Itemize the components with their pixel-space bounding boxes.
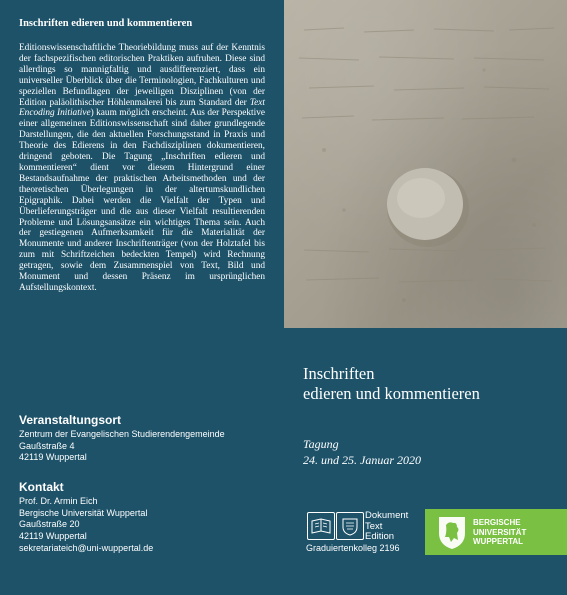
- venue-block: [19, 413, 269, 464]
- event-date: 24. und 25. Januar 2020: [303, 453, 421, 467]
- contact-title: Kontakt: [19, 480, 64, 494]
- intro-text-part2: ) kaum möglich erscheint. Aus der Perspektive einer allgemeinen Editionswissenschaft sind daher grundlegende Darstellungen, die den aktuellen Forschungsstand in Praxis und Theorie des Edierens in den Fachdisziplinen dokumentieren, dringend geboten. Die Tagung „Inschriften edieren und kommentieren“ dient vor diesem Hintergrund einer Bestandsaufnahme der praktischen Arbeitsmethoden und der theoretischen Überlegungen in der altertumskundlichen Epigraphik. Dabei werden die Vielfalt der Typen und Überlieferungsträger und die aus dieser Vielfalt resultierenden Probleme und Lösungsansätze ein wichtiges Thema sein. Auch der gestiegenen Aufmerksamkeit für die Materialität der Monumente und anderer Inschriftenträger (von der Holztafel bis zum mit Schriftzeichen bedeckten Tempel) wird Rechnung getragen, sowie dem Zusammenspiel von Text, Bild und Monument und dessen Präsenz im ursprünglichen Aufstellungskontext.: [19, 108, 265, 293]
- kolleg-caption: Graduiertenkolleg 2196: [306, 543, 400, 553]
- book-icon: [307, 512, 335, 540]
- kolleg-name-line: Dokument: [365, 510, 409, 521]
- contact-block: [19, 480, 269, 555]
- university-logo: [425, 509, 567, 555]
- crest-icon: [336, 512, 364, 540]
- university-name-line: BERGISCHE: [473, 518, 521, 527]
- contact-line: Bergische Universität Wuppertal: [19, 507, 148, 518]
- contact-line: Gaußstraße 20: [19, 519, 80, 530]
- contact-email-link[interactable]: sekretariateich@uni-wuppertal.de: [19, 542, 154, 553]
- lion-emblem-icon: [435, 513, 469, 551]
- contact-line: Prof. Dr. Armin Eich: [19, 496, 98, 506]
- venue-line: 42119 Wuppertal: [19, 452, 87, 463]
- venue-title: Veranstaltungsort: [19, 413, 122, 427]
- title-block: [303, 364, 553, 403]
- intro-text-italic: Text Encoding Initiative: [19, 97, 266, 119]
- kolleg-name-line: Edition: [365, 531, 395, 542]
- event-type: Tagung: [303, 437, 339, 451]
- kolleg-name: [365, 511, 408, 543]
- venue-line: Gaußstraße 4: [19, 440, 75, 451]
- page-title-line1: Inschriften: [303, 364, 375, 383]
- intro-text-part1: Editionswissenschaftliche Theoriebildung muss auf der Kenntnis der fachspezifischen editorischen Praktiken aufruhen. Diese sind allerdings so mannigfaltig und ausdifferenziert, dass ein universeller Überblick über die Terminologien, Fachkulturen und speziellen Befundlagen der jeweiligen Disziplinen (von der Edition paläolithischer Höhlenmalerei bis zum Standard der: [19, 43, 265, 108]
- intro-heading: Inschriften edieren und kommentieren: [19, 18, 193, 29]
- university-name-line: UNIVERSITÄT: [473, 527, 527, 537]
- contact-line: 42119 Wuppertal: [19, 531, 87, 542]
- university-name-line: WUPPERTAL: [473, 537, 524, 546]
- intro-column: [19, 18, 265, 294]
- graduiertenkolleg-logo: [305, 509, 419, 555]
- intro-paragraph: [19, 43, 265, 294]
- event-block: [303, 436, 553, 468]
- page-title-line2: edieren und kommentieren: [303, 383, 480, 403]
- stone-texture-graphic: [284, 0, 567, 328]
- university-name: [473, 518, 526, 547]
- stone-inscription-photo: [284, 0, 567, 328]
- venue-line: Zentrum der Evangelischen Studierendengemeinde: [19, 429, 225, 439]
- kolleg-name-line: Text: [365, 520, 383, 532]
